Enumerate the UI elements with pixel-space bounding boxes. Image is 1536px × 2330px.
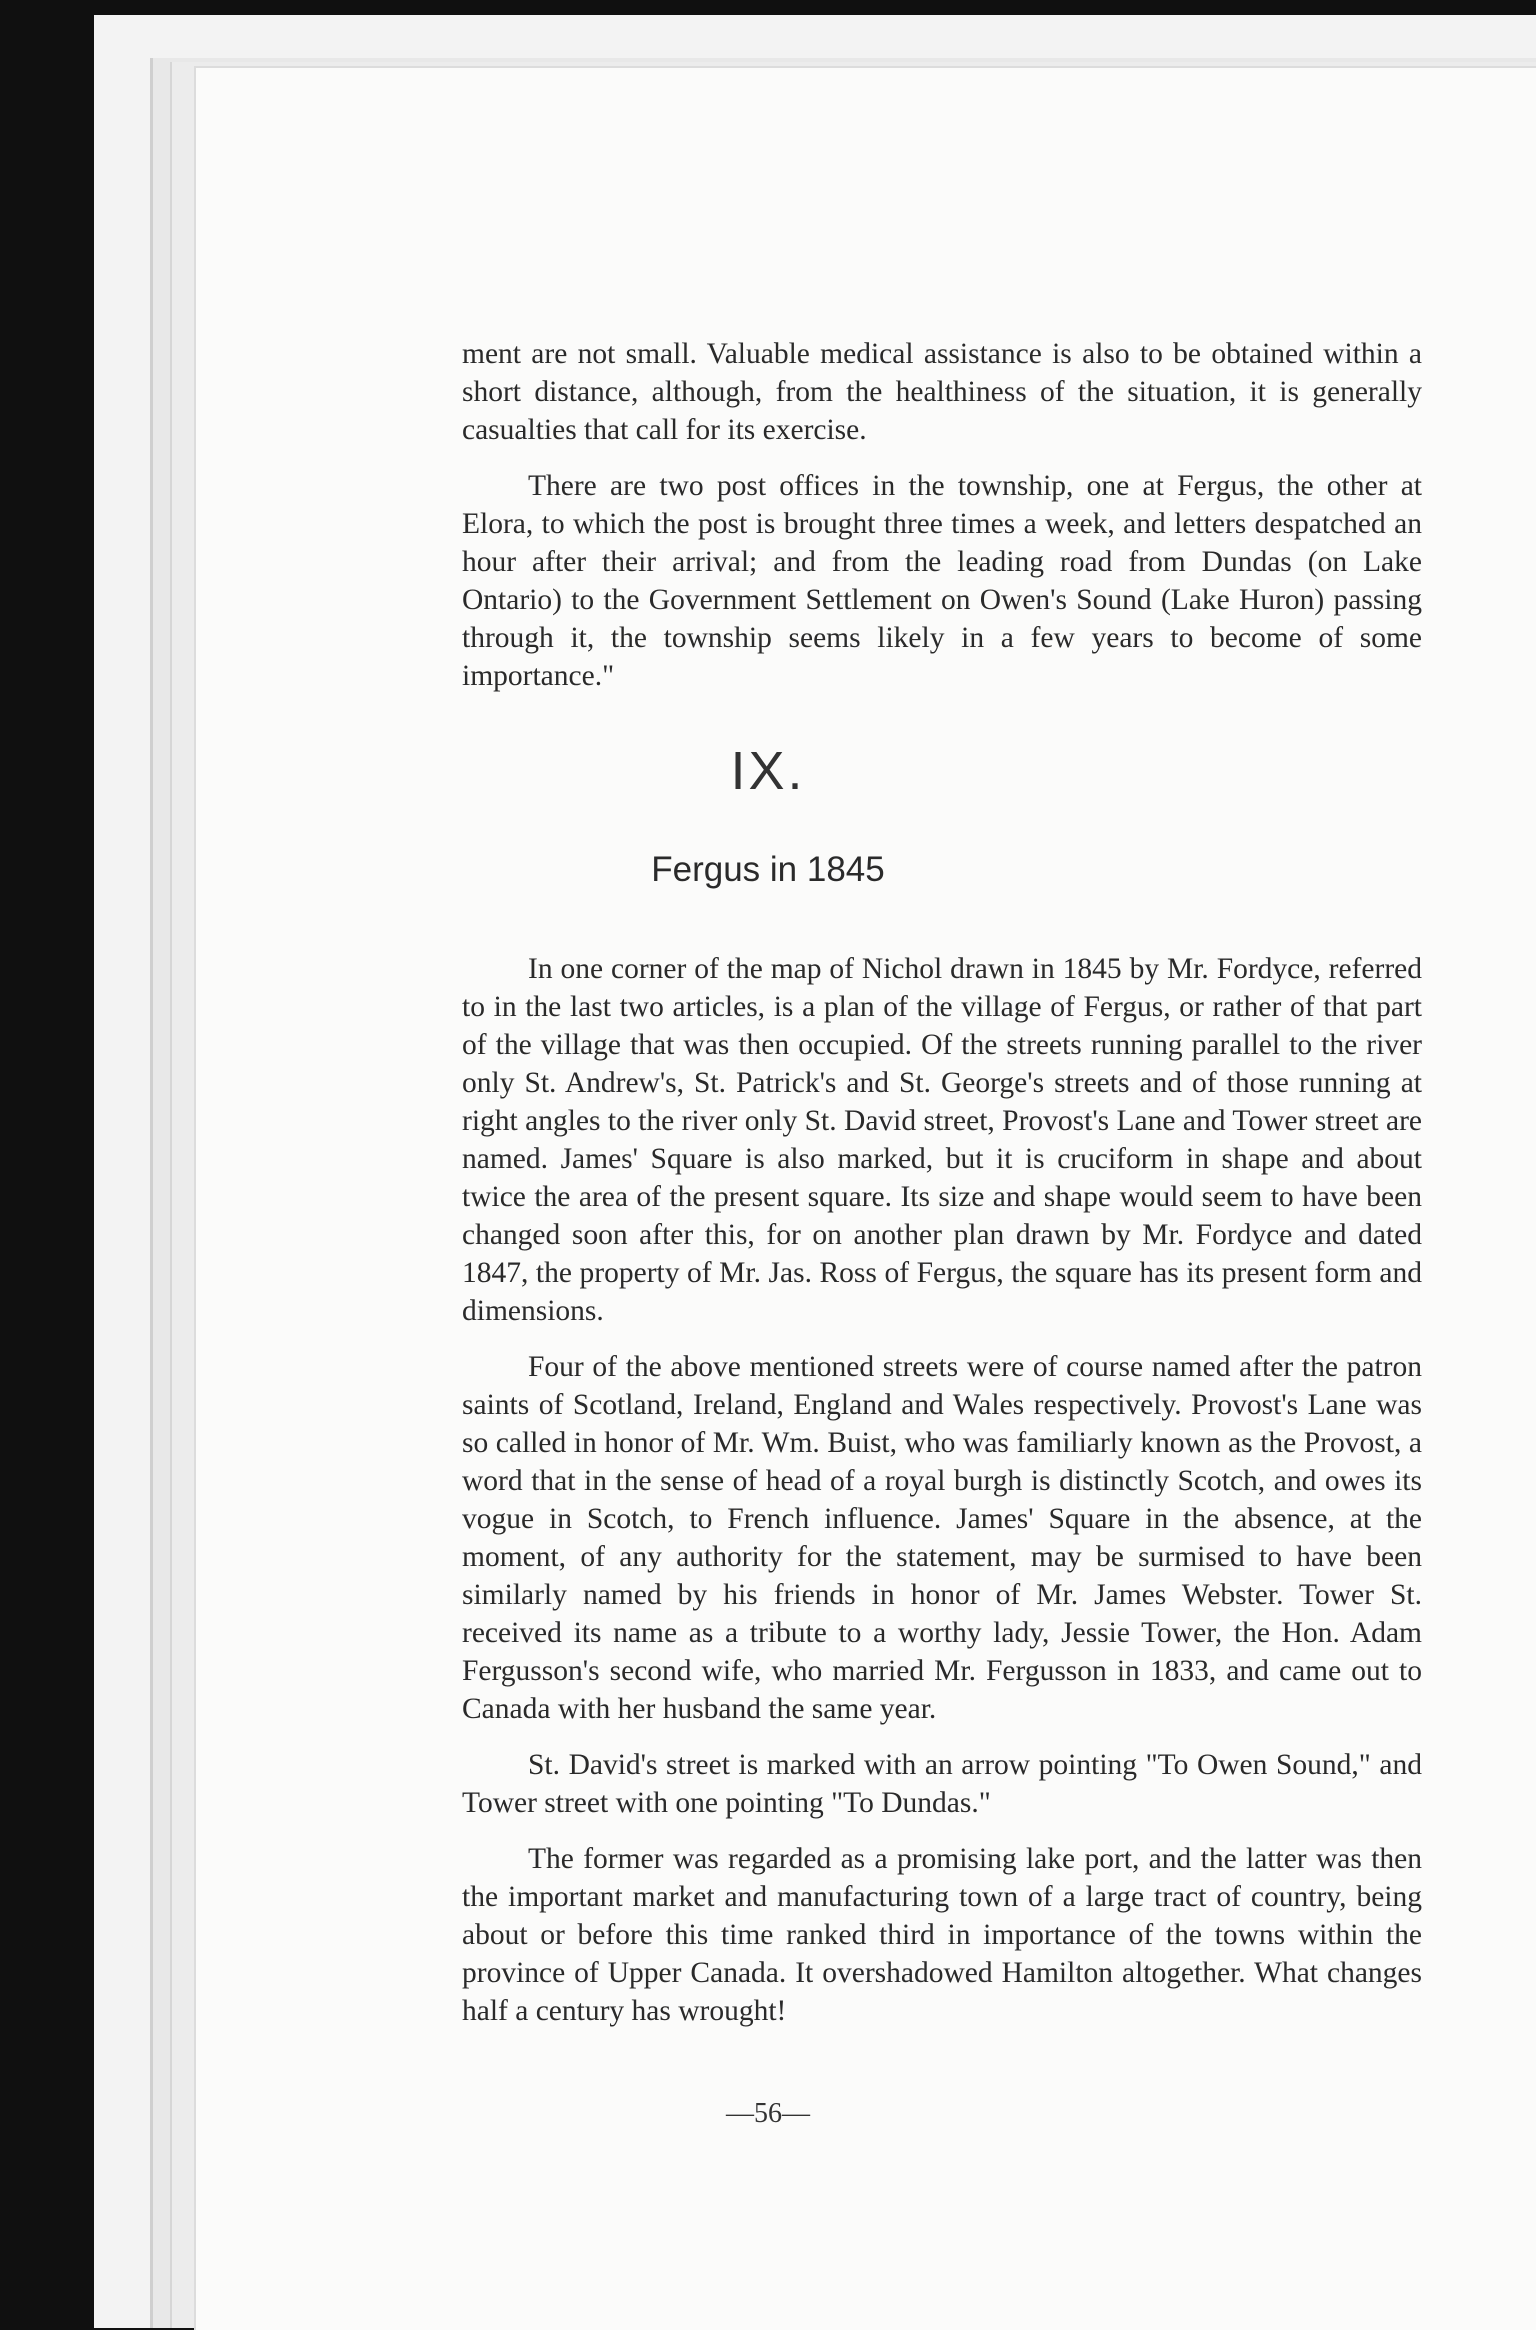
paragraph-arrows: St. David's street is marked with an arrow pointing "To Owen Sound," and Tower street with one pointing "To Dundas." [462, 1749, 1422, 1819]
chapter-title: Fergus in 1845 [651, 850, 885, 889]
paragraph-lake-port: The former was regarded as a promising lake port, and the latter was then the important market and manufacturing town of a large tract of country, being about or before this time ranked third in importance of the towns within the province of Upper Canada. It overshadowed Hamilton altogether. What changes half a century has wrought! [462, 1843, 1422, 2027]
page-number: —56— [726, 2098, 810, 2129]
paragraph-medical: ment are not small. Valuable medical assistance is also to be obtained within a short distance, although, from the healthiness of the situation, it is generally casualties that call for its exercise. [462, 338, 1422, 446]
body-text [462, 950, 1422, 2030]
paragraph-street-names: Four of the above mentioned streets were of course named after the patron saints of Scotland, Ireland, England and Wales respectively. Provost's Lane was so called in honor of Mr. Wm. Buist, who was familiarly known as the Provost, a word that in the sense of head of a royal burgh is distinctly Scotch, and owes its vogue in Scotch, to French influence. James' Square in the absence, at the moment, of any authority for the statement, may be surmised to have been similarly named by his friends in honor of Mr. James Webster. Tower St. received its name as a tribute to a worthy lady, Jessie Tower, the Hon. Adam Fergusson's second wife, who married Mr. Fergusson in 1833, and came out to Canada with her husband the same year. [462, 1351, 1422, 1725]
chapter-number: IX. [730, 741, 806, 801]
paragraph-post-offices: There are two post offices in the township, one at Fergus, the other at Elora, to which the post is brought three times a week, and letters despatched an hour after their arrival; and from the leading road from Dundas (on Lake Ontario) to the Government Settlement on Owen's Sound (Lake Huron) passing through it, the township seems likely in a few years to become of some importance." [462, 470, 1422, 692]
paragraph-map-plan: In one corner of the map of Nichol drawn in 1845 by Mr. Fordyce, referred to in the last two articles, is a plan of the village of Fergus, or rather of that part of the village that was then occupied. Of the streets running parallel to the river only St. Andrew's, St. Patrick's and St. George's streets and of those running at right angles to the river only St. David street, Provost's Lane and Tower street are named. James' Square is also marked, but it is cruciform in shape and about twice the area of the present square. Its size and shape would seem to have been changed soon after this, for on another plan drawn by Mr. Fordyce and dated 1847, the property of Mr. Jas. Ross of Fergus, the square has its present form and dimensions. [462, 953, 1422, 1327]
paragraph-continued [462, 335, 1422, 695]
